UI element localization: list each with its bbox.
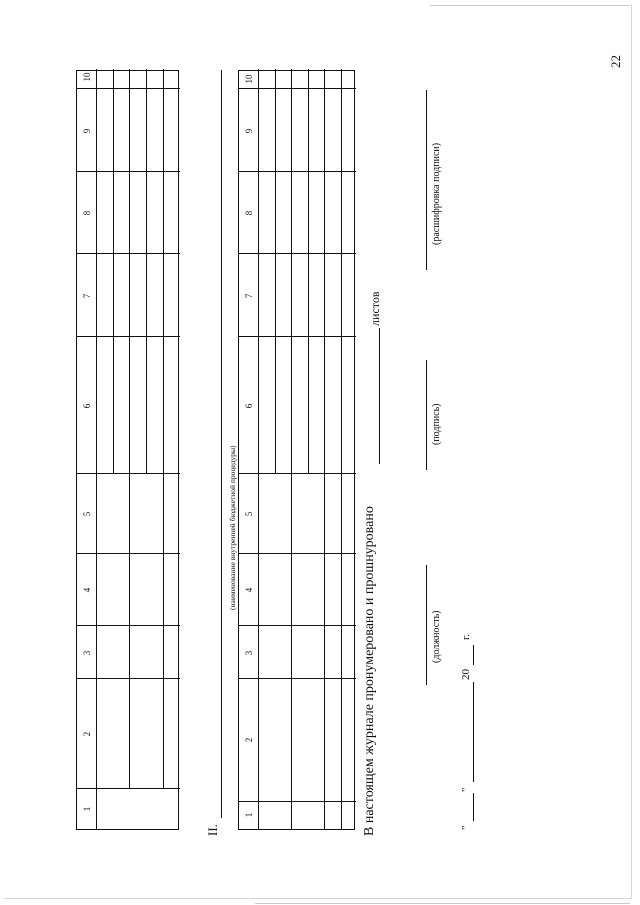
table1-col-number: 7: [82, 293, 92, 299]
table1-col-number: 4: [82, 587, 92, 593]
section-caption: (наименование внутренней бюджетной процедуры): [228, 445, 237, 610]
position-line: [426, 565, 427, 685]
table2-col-number: 9: [244, 128, 254, 134]
table1-col-number: 3: [82, 650, 92, 656]
numbering-statement: В настоящем журнале пронумеровано и прошнуровано: [362, 506, 377, 836]
section-number: II.: [205, 824, 220, 836]
decode-label: (расшифровка подписи): [431, 142, 442, 245]
table2-col-number: 2: [244, 737, 254, 743]
table2-col-number: 8: [244, 210, 254, 216]
table1-col-number: 9: [82, 128, 92, 134]
table2-col-number: 7: [244, 293, 254, 299]
date-year-prefix: 20: [460, 669, 472, 680]
table2-col-number: 3: [244, 650, 254, 656]
date-quote-close: ": [460, 787, 472, 792]
decode-line: [426, 90, 427, 270]
date-quote-open: ": [460, 825, 472, 830]
sheets-word: листов: [368, 291, 382, 326]
date-day-blank: [473, 793, 474, 821]
journal-table-2: [238, 70, 355, 830]
rotated-page-content: [48, 0, 598, 836]
position-label: (должность): [431, 610, 442, 663]
signature-line: [426, 360, 427, 470]
date-month-blank: [473, 682, 474, 782]
table2-col-number: 5: [244, 511, 254, 517]
date-year-suffix: г.: [460, 633, 472, 640]
section-title-underline: [221, 70, 222, 818]
table1-col-number: 8: [82, 210, 92, 216]
table1-col-number: 10: [82, 72, 92, 82]
journal-table-1: [76, 70, 179, 830]
signature-label: (подпись): [431, 403, 442, 445]
page-number: 22: [608, 55, 623, 68]
table2-col-number: 6: [244, 403, 254, 409]
table1-col-number: 1: [82, 806, 92, 812]
date-year-blank: [473, 645, 474, 665]
table2-col-number: 4: [244, 587, 254, 593]
table1-col-number: 2: [82, 731, 92, 737]
table1-col-number: 5: [82, 511, 92, 517]
table1-col-number: 6: [82, 403, 92, 409]
table2-col-number: 10: [244, 74, 254, 84]
sheet-count-blank: [379, 328, 380, 464]
scan-edge-bottom: [255, 903, 630, 904]
table2-col-number: 1: [244, 812, 254, 818]
